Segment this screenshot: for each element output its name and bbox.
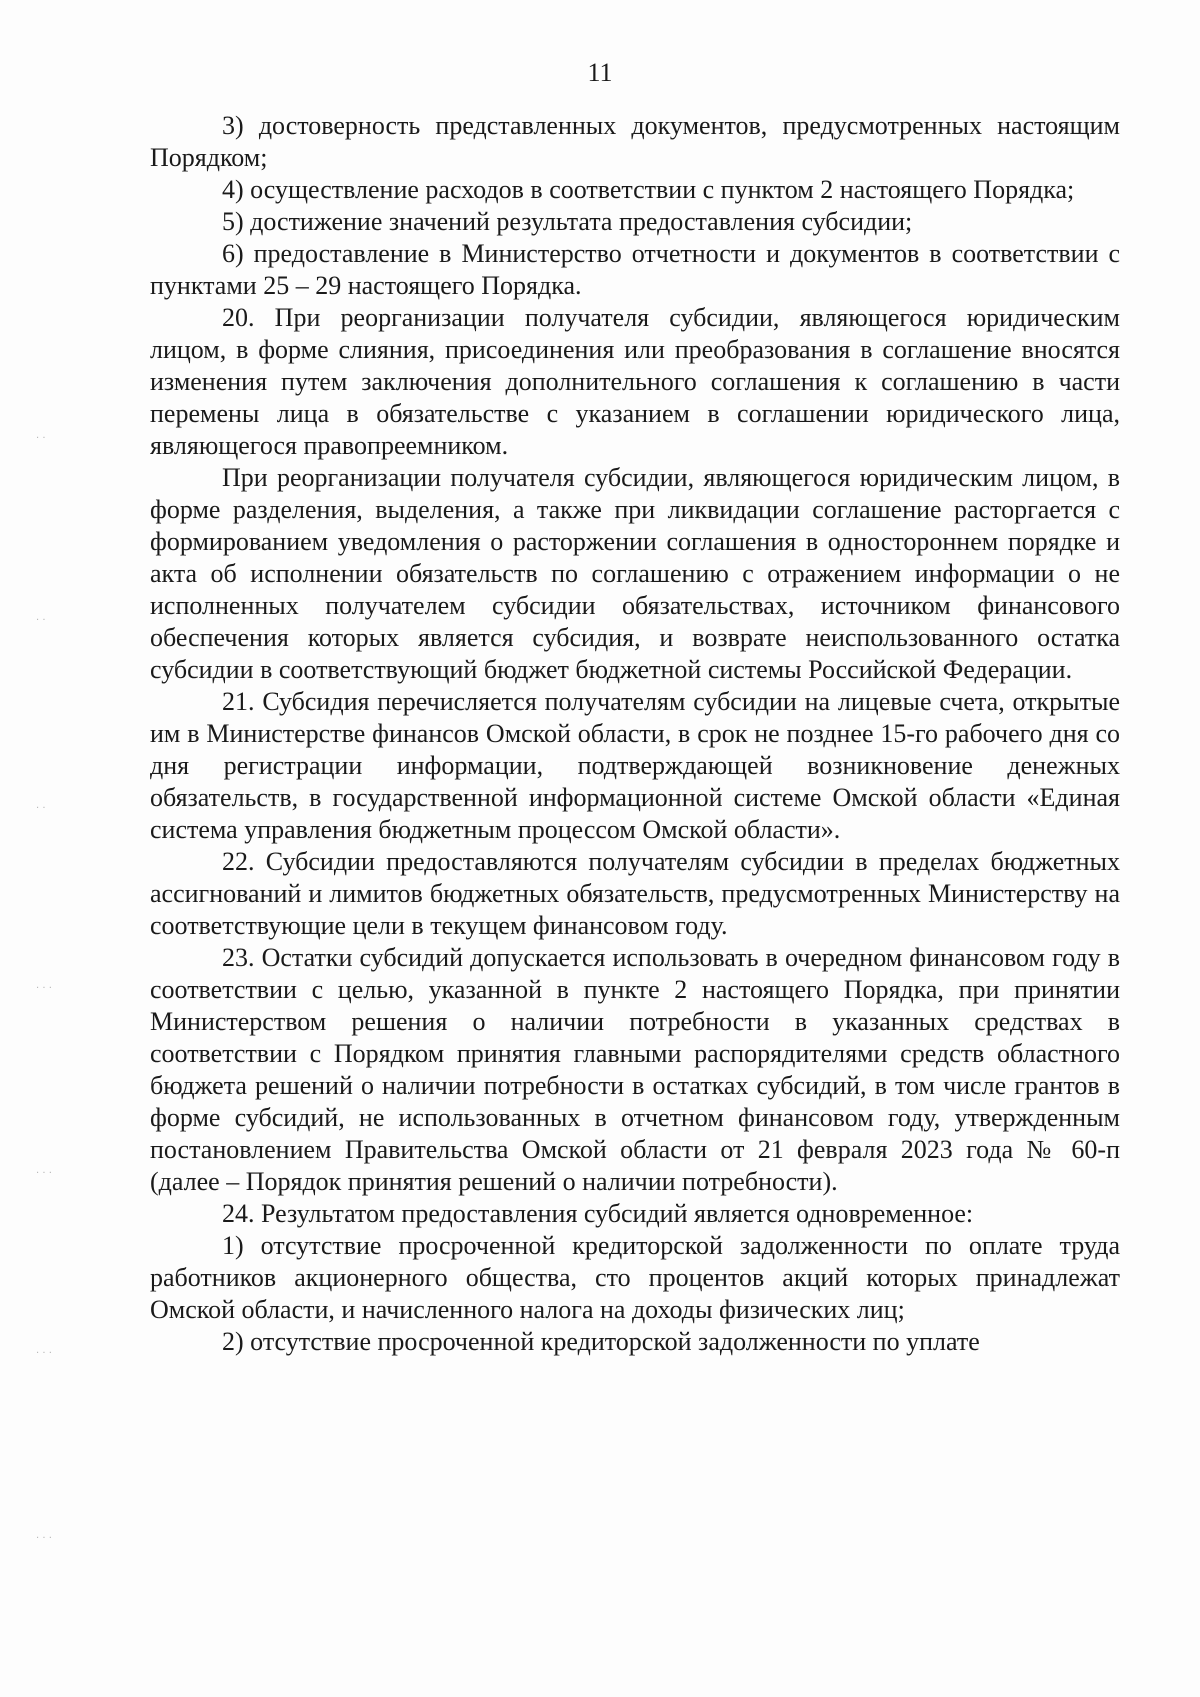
scan-artifact: . . xyxy=(36,430,46,441)
paragraph: 24. Результатом предоставления субсидий является одновременное: xyxy=(222,1199,974,1228)
paragraph: 4) осуществление расходов в соответствии с пунктом 2 настоящего Порядка; xyxy=(222,175,1075,204)
scan-artifact: . . xyxy=(36,800,46,811)
scan-artifact: . . . xyxy=(36,1165,52,1176)
paragraph: 22. Субсидии предоставляются получателям субсидии в пределах бюджетных ассигнований и лимитов бюджетных обязательств, предусмотренных Министерству на соответствующие цели в текущем финансовом году. xyxy=(150,847,1120,940)
scan-artifact: . . . xyxy=(36,980,52,991)
document-body xyxy=(150,110,1120,1358)
paragraph: 1) отсутствие просроченной кредиторской задолженности по оплате труда работников акционерного общества, сто процентов акций которых принадлежат Омской области, и начисленного налога на доходы физических лиц; xyxy=(150,1231,1120,1324)
paragraph: 23. Остатки субсидий допускается использовать в очередном финансовом году в соответствии с целью, указанной в пункте 2 настоящего Порядка, при принятии Министерством решения о наличии потребности в указанных средствах в соответствии с Порядком принятия главными распорядителями средств областного бюджета решений о наличии потребности в остатках субсидий, в том числе грантов в форме субсидий, не использованных в отчетном финансовом году, утвержденным постановлением Правительства Омской области от 21 февраля 2023 года № 60-п (далее – Порядок принятия решений о наличии потребности). xyxy=(150,943,1120,1196)
paragraph: 20. При реорганизации получателя субсидии, являющегося юридическим лицом, в форме слияния, присоединения или преобразования в соглашение вносятся изменения путем заключения дополнительного соглашения к соглашению в части перемены лица в обязательстве с указанием в соглашении юридического лица, являющегося правопреемником. xyxy=(150,303,1120,460)
page-number: 11 xyxy=(587,58,613,87)
paragraph: 6) предоставление в Министерство отчетности и документов в соответствии с пунктами 25 – 29 настоящего Порядка. xyxy=(150,239,1120,300)
scan-artifact: . . . xyxy=(36,1345,52,1356)
scan-artifact: . . . xyxy=(36,1530,52,1541)
paragraph: 21. Субсидия перечисляется получателям субсидии на лицевые счета, открытые им в Министерстве финансов Омской области, в срок не позднее 15-го рабочего дня со дня регистрации информации, подтверждающей возникновение денежных обязательств, в государственной информационной системе Омской области «Единая система управления бюджетным процессом Омской области». xyxy=(150,687,1120,844)
paragraph: 3) достоверность представленных документов, предусмотренных настоящим Порядком; xyxy=(150,111,1120,172)
scan-artifact: . . xyxy=(36,612,46,623)
paragraph: При реорганизации получателя субсидии, являющегося юридическим лицом, в форме разделения, выделения, а также при ликвидации соглашение расторгается с формированием уведомления о расторжении соглашения в одностороннем порядке и акта об исполнении обязательств по соглашению с отражением информации о не исполненных получателем субсидии обязательствах, источником финансового обеспечения которых является субсидия, и возврате неиспользованного остатка субсидии в соответствующий бюджет бюджетной системы Российской Федерации. xyxy=(150,463,1120,684)
paragraph: 2) отсутствие просроченной кредиторской задолженности по уплате xyxy=(222,1327,980,1356)
paragraph: 5) достижение значений результата предоставления субсидии; xyxy=(222,207,913,236)
